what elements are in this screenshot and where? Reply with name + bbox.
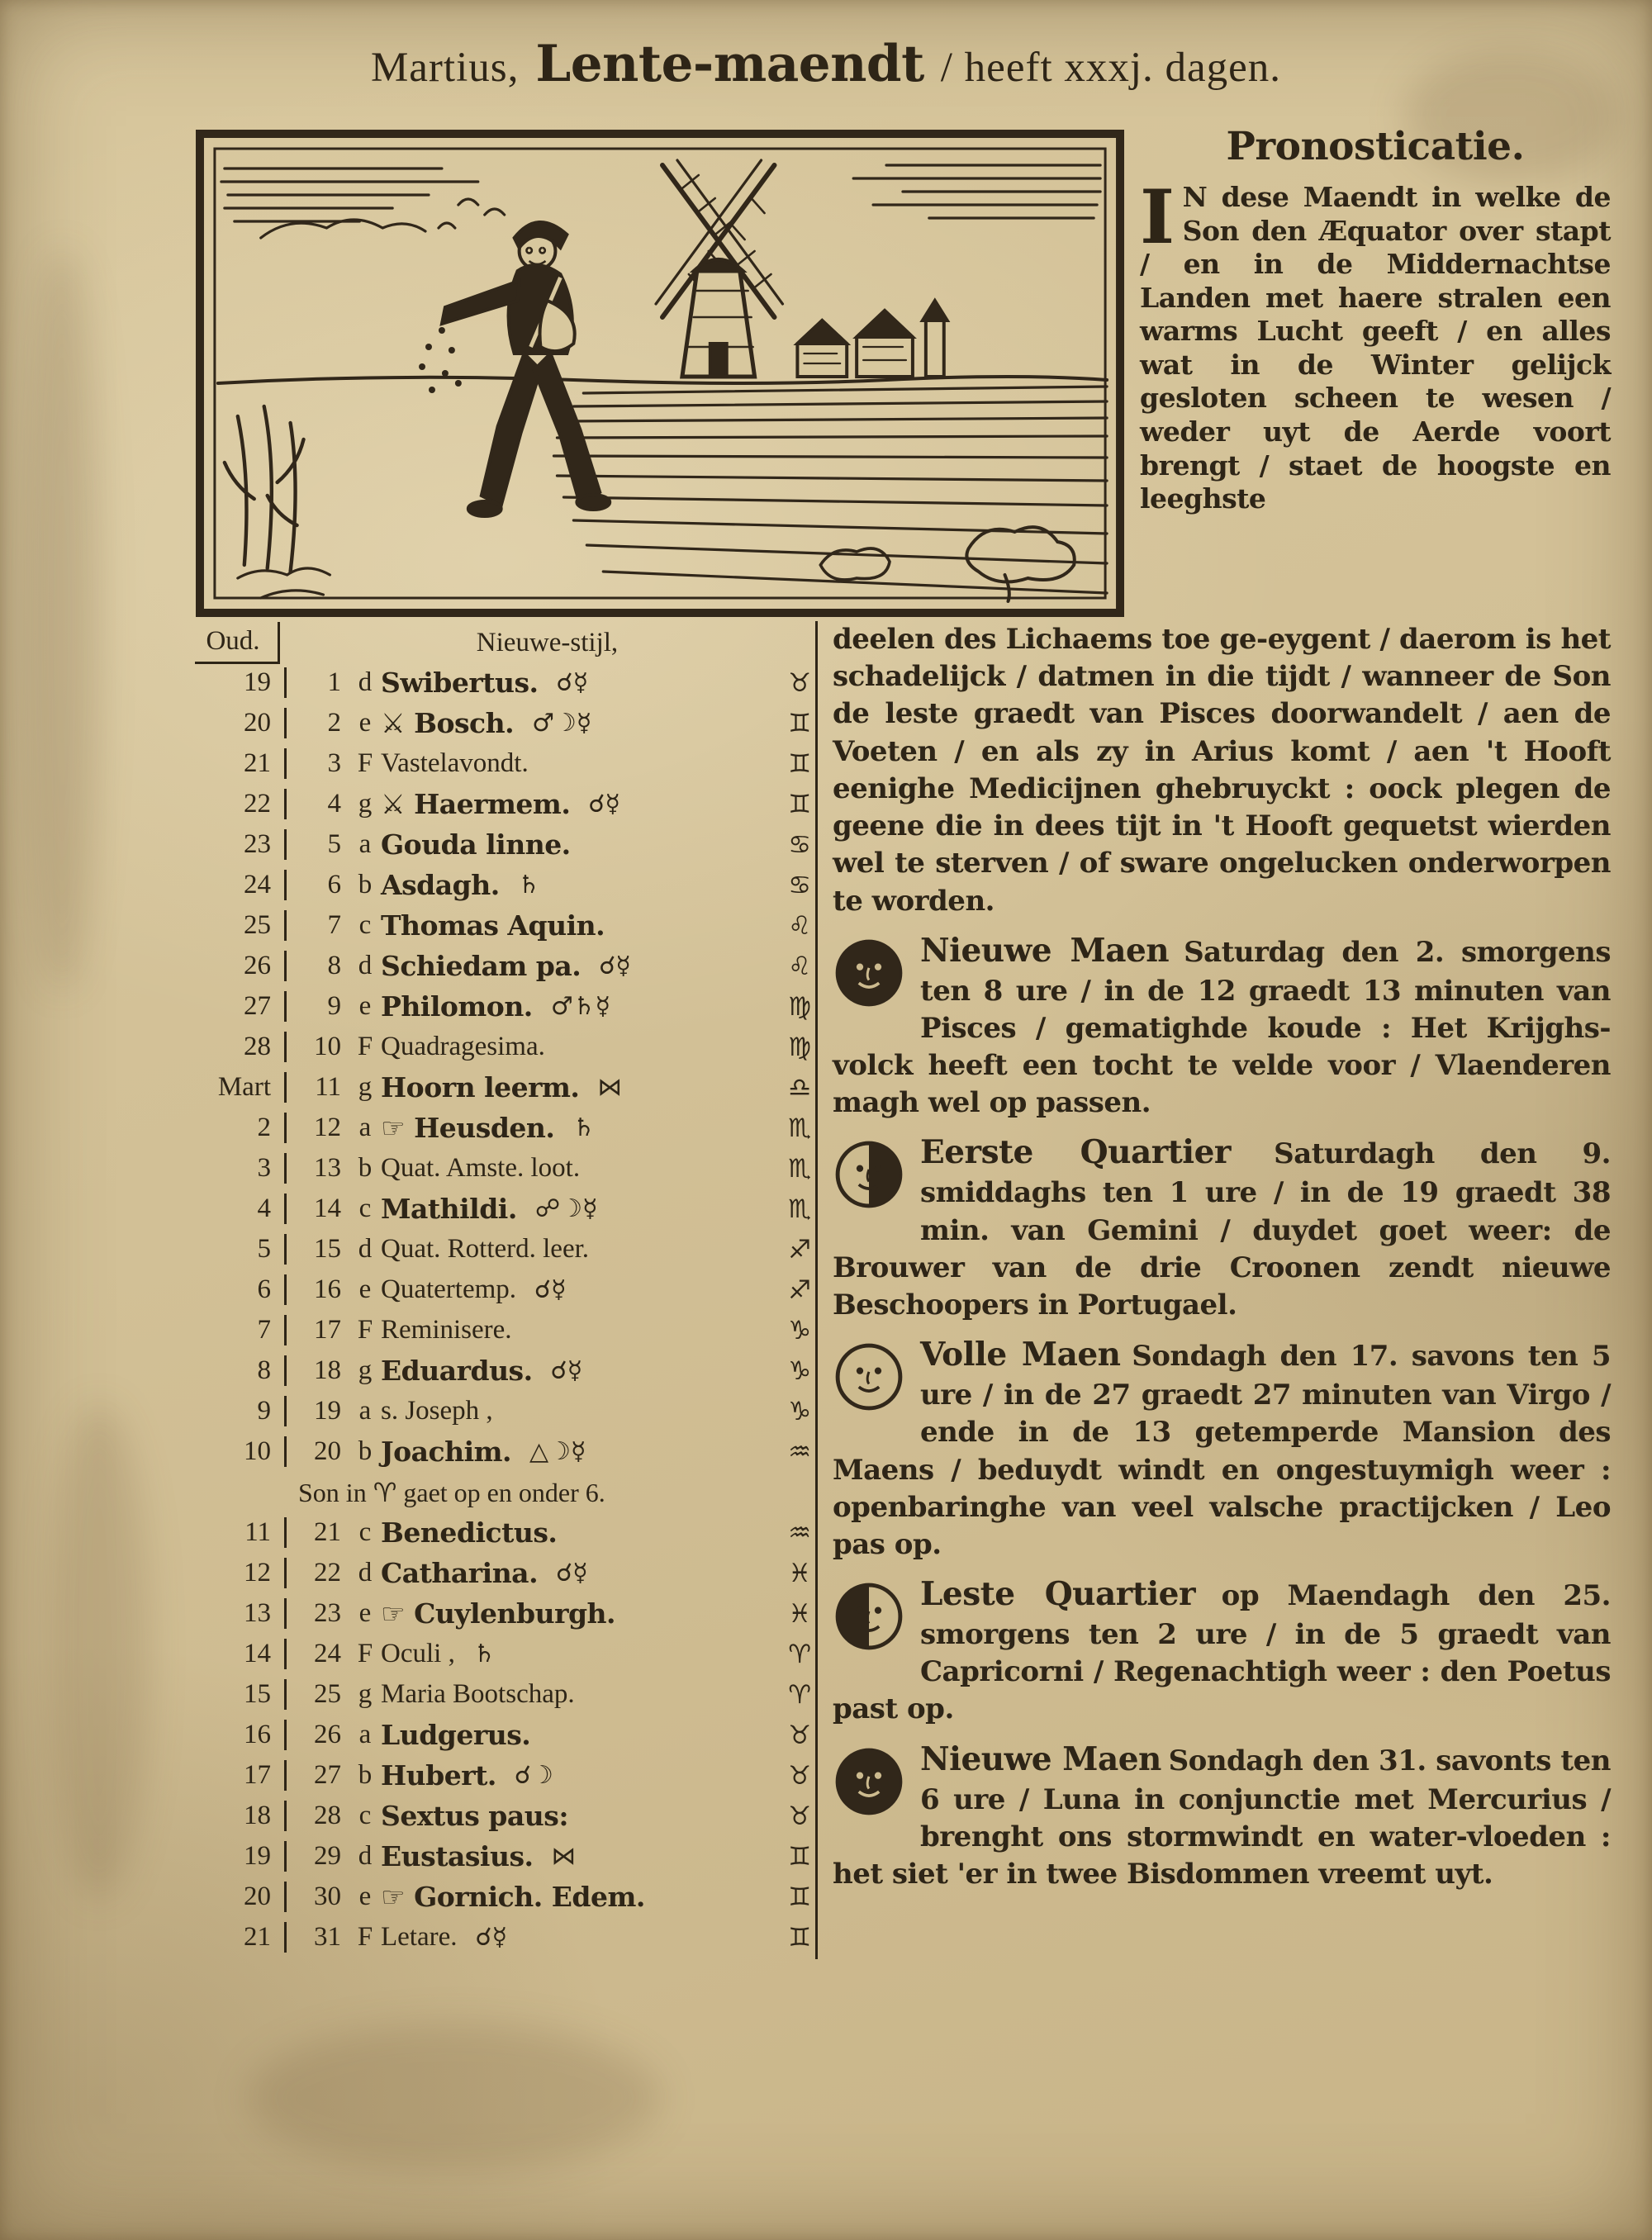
dominical-letter: d [358, 1558, 373, 1587]
dominical-letter: e [358, 708, 372, 738]
old-style-date: 14 [195, 1639, 287, 1669]
calendar-row [195, 1148, 814, 1189]
zodiac-sign: ♏ [788, 1194, 811, 1224]
day-number: 1 [327, 667, 341, 697]
day-number: 26 [314, 1720, 341, 1749]
moon-phase-entry [833, 1132, 1611, 1324]
full-moon-icon [833, 1341, 905, 1413]
calendar-row [195, 1431, 814, 1472]
dominical-letter: b [358, 1436, 373, 1466]
aspect-symbols: ♂☽☿ [532, 709, 592, 738]
moon-phase-lead: Volle Maen [920, 1336, 1121, 1374]
old-style-date: 15 [195, 1679, 287, 1710]
feast-name: ⚔ Bosch. [381, 707, 515, 739]
aspect-symbols: ⋈ [551, 1842, 577, 1871]
day-number: 10 [314, 1032, 341, 1061]
calendar-row [195, 1593, 814, 1634]
day-number: 15 [314, 1234, 341, 1264]
day-number: 21 [314, 1517, 341, 1547]
aspect-symbols: ☌☿ [475, 1923, 508, 1952]
aspect-symbols: ♄ [472, 1640, 496, 1668]
zodiac-sign: ♏ [788, 1113, 811, 1143]
dominical-letter: a [358, 829, 372, 859]
old-style-date: 19 [195, 1841, 287, 1872]
old-style-date: 25 [195, 910, 287, 941]
calendar-row [195, 1836, 814, 1877]
page-title [0, 35, 1652, 93]
dominical-letter: a [358, 1396, 372, 1426]
day-number: 23 [314, 1598, 341, 1628]
moon-sections [833, 930, 1611, 1893]
calendar-row [195, 1917, 814, 1958]
old-style-date: 8 [195, 1355, 287, 1386]
feast-name: Eduardus. [381, 1355, 533, 1387]
dominical-letter: c [358, 910, 372, 940]
moon-phase-lead: Nieuwe Maen [920, 1739, 1161, 1778]
aspect-symbols: ⋈ [597, 1073, 623, 1102]
aspect-symbols: ♂♄☿ [550, 992, 611, 1021]
aspect-symbols: ☌☿ [599, 952, 631, 980]
month-name-dutch: Lente-maendt [535, 35, 924, 93]
calendar-row [195, 1634, 814, 1674]
stain [50, 1404, 149, 1900]
dominical-letter: g [358, 1355, 373, 1385]
moon-phase-text: Sondagh den 17. savons ten 5 ure / in de 27 graedt 27 minuten van Virgo / ende in de 13 getemperde Mansion des Maens / beduydt windt en ongestuymigh weer : openbaringhe van veel valsche practijcken / Leo pas op. [833, 1340, 1612, 1561]
new-moon-icon [833, 1745, 905, 1818]
dominical-letter: e [358, 1882, 372, 1911]
zodiac-sign: ♋ [788, 829, 811, 860]
feast-name: Gouda linne. [381, 828, 571, 861]
feast-name: Philomon. [381, 990, 533, 1023]
day-number: 19 [314, 1396, 341, 1426]
day-number: 11 [315, 1072, 341, 1102]
old-style-date: 11 [195, 1517, 287, 1548]
zodiac-sign: ♑ [788, 1315, 811, 1345]
feast-name: Quat. Amste. loot. [381, 1153, 581, 1183]
zodiac-sign: ♋ [788, 870, 811, 900]
dominical-letter: a [358, 1720, 372, 1749]
day-number: 4 [327, 789, 341, 819]
feast-name: Quatertemp. [381, 1274, 517, 1304]
old-style-date: 3 [195, 1153, 287, 1184]
dominical-letter: a [358, 1113, 372, 1142]
calendar-row [195, 1512, 814, 1553]
feast-name: Vastelavondt. [381, 748, 529, 778]
calendar-row [195, 1674, 814, 1715]
old-style-date: Mart [195, 1072, 287, 1103]
aspect-symbols: ☌☿ [534, 1275, 567, 1304]
prognostication-body [833, 621, 1611, 1893]
note-text: Son in ♈ gaet op en onder 6. [298, 1477, 605, 1507]
day-number: 28 [314, 1801, 341, 1830]
dominical-letter: d [358, 1841, 373, 1871]
dominical-letter: b [358, 1760, 373, 1790]
column-divider-rule [815, 621, 818, 1959]
feast-name: ☞ Gornich. Edem. [381, 1881, 645, 1913]
old-style-date: 17 [195, 1760, 287, 1791]
day-number: 6 [327, 870, 341, 899]
old-style-date: 6 [195, 1274, 287, 1305]
aspect-symbols: ♄ [517, 871, 540, 899]
zodiac-sign: ♐ [788, 1274, 811, 1305]
feast-name: Eustasius. [381, 1840, 534, 1872]
dominical-letter: b [358, 870, 373, 899]
feast-name: ☞ Cuylenburgh. [381, 1597, 616, 1630]
old-style-date: 22 [195, 789, 287, 819]
zodiac-sign: ♒ [788, 1517, 811, 1548]
dominical-letter: d [358, 667, 373, 697]
days-count-text: / heeft xxxj. dagen. [940, 45, 1282, 91]
zodiac-sign: ♈ [788, 1639, 811, 1669]
calendar-row [195, 1715, 814, 1755]
calendar-row [195, 946, 814, 986]
old-style-date: 21 [195, 1922, 287, 1953]
feast-name: ⚔ Haermem. [381, 788, 571, 820]
dominical-letter: c [358, 1194, 372, 1223]
dominical-letter: F [357, 1032, 373, 1061]
dominical-letter: e [358, 1274, 372, 1304]
calendar-row [195, 986, 814, 1027]
dominical-letter: F [357, 748, 373, 778]
dominical-letter: g [358, 789, 373, 819]
stain [25, 248, 99, 991]
calendar-table [195, 623, 814, 1958]
aspect-symbols: △☽☿ [529, 1437, 586, 1466]
calendar-row [195, 1350, 814, 1391]
stain [248, 2024, 661, 2172]
old-style-date: 21 [195, 748, 287, 779]
feast-name: Thomas Aquin. [381, 909, 605, 942]
old-style-date: 12 [195, 1558, 287, 1588]
calendar-row [195, 1269, 814, 1310]
zodiac-sign: ♉ [788, 1801, 811, 1831]
zodiac-sign: ♏ [788, 1153, 811, 1184]
feast-name: Catharina. [381, 1557, 539, 1589]
sower-woodcut [195, 129, 1125, 618]
day-number: 20 [314, 1436, 341, 1466]
old-style-date: 26 [195, 951, 287, 981]
intro-narrow-text: N dese Maendt in welke de Son den Æquator over stapt / en in de Middernachtse Landen met haere stralen een warms Lucht geeft / en alles wat in de Winter gelijck gesloten scheen te wesen / weder uyt de Aerde voort brengt / staet de hoogste en leeghste [1140, 181, 1611, 515]
zodiac-sign: ♉ [788, 1760, 811, 1791]
zodiac-sign: ♍ [788, 991, 811, 1022]
moon-phase-text: Saturdagh den 9. smiddaghs ten 1 ure / in de 19 graedt 38 min. van Gemini / duydet goet weer: de Brouwer van de drie Croonen zendt nieuwe Beschoopers in Portugael. [833, 1137, 1611, 1322]
zodiac-sign: ♉ [788, 667, 811, 698]
zodiac-sign: ♊ [788, 1882, 811, 1912]
new-moon-icon [833, 937, 905, 1009]
calendar-row [195, 1189, 814, 1229]
day-number: 24 [314, 1639, 341, 1668]
aspect-symbols: ☌☽ [514, 1761, 553, 1790]
new-style-column-header: Nieuwe-stijl, [476, 627, 619, 657]
calendar-row [195, 824, 814, 865]
zodiac-sign: ♊ [788, 1841, 811, 1872]
old-style-date: 28 [195, 1032, 287, 1062]
dominical-letter: d [358, 951, 373, 980]
calendar-row [195, 1310, 814, 1350]
moon-phase-entry [833, 1573, 1611, 1729]
day-number: 8 [327, 951, 341, 980]
aspect-symbols: ♄ [572, 1113, 596, 1142]
feast-name: Hubert. [381, 1759, 496, 1792]
old-style-date: 10 [195, 1436, 287, 1467]
prognostication-heading: Pronosticatie. [1226, 124, 1525, 169]
day-number: 13 [314, 1153, 341, 1183]
old-style-date: 23 [195, 829, 287, 860]
day-number: 9 [327, 991, 341, 1021]
feast-name: Letare. [381, 1922, 458, 1952]
drop-cap: I [1140, 173, 1175, 261]
dominical-letter: e [358, 1598, 372, 1628]
old-style-column-header: Oud. [195, 622, 280, 664]
feast-name: Sextus paus: [381, 1800, 569, 1832]
intro-wide-text: deelen des Lichaems toe ge-eygent / daerom is het schadelijck / datmen in die tijdt / wanneer de Son de leste graedt van Pisces doorwandelt / aen de Voeten / en als zy in Arius komt / aen 't Hooft eenighe Medicijnen ghebruyckt : oock plegen de geene die in dees tijt in 't Hooft gequetst wierden wel te sterven / of sware ongelucken onderworpen te worden. [833, 623, 1611, 918]
feast-name: Quadragesima. [381, 1032, 545, 1061]
feast-name: Maria Bootschap. [381, 1679, 575, 1709]
aspect-symbols: ☌☿ [588, 790, 620, 819]
old-style-date: 20 [195, 1882, 287, 1912]
zodiac-sign: ♊ [788, 789, 811, 819]
calendar-row [195, 1796, 814, 1836]
day-number: 25 [314, 1679, 341, 1709]
old-style-date: 18 [195, 1801, 287, 1831]
month-name-latin: Martius, [370, 45, 520, 91]
dominical-letter: c [358, 1517, 372, 1547]
day-number: 29 [314, 1841, 341, 1871]
calendar-row [195, 703, 814, 743]
old-style-date: 27 [195, 991, 287, 1022]
moon-phase-entry [833, 930, 1611, 1122]
dominical-letter: d [358, 1234, 373, 1264]
zodiac-sign: ♊ [788, 708, 811, 738]
old-style-date: 24 [195, 870, 287, 900]
calendar-row [195, 1229, 814, 1269]
old-style-date: 2 [195, 1113, 287, 1143]
day-number: 16 [314, 1274, 341, 1304]
calendar-row [195, 1391, 814, 1431]
dominical-letter: g [358, 1072, 373, 1102]
first-quarter-icon [833, 1138, 905, 1211]
dominical-letter: g [358, 1679, 373, 1709]
day-number: 14 [314, 1194, 341, 1223]
feast-name: Ludgerus. [381, 1719, 531, 1751]
moon-phase-text: Saturdag den 2. smorgens ten 8 ure / in de 12 graedt 13 minuten van Pisces / gematighde koude : Het Krijghs-volck heeft een tocht te velde voor / Vlaenderen magh wel op passen. [833, 935, 1611, 1120]
zodiac-sign: ♐ [788, 1234, 811, 1265]
old-style-date: 19 [195, 667, 287, 698]
moon-phase-text: op Maendagh den 25. smorgens ten 2 ure / in de 5 graedt van Capricorni / Regenachtigh weer : den Poetus past op. [833, 1579, 1612, 1726]
calendar-row [195, 865, 814, 905]
calendar-row [195, 1067, 814, 1108]
day-number: 3 [327, 748, 341, 778]
zodiac-sign: ♎ [788, 1072, 811, 1103]
calendar-row [195, 905, 814, 946]
moon-phase-lead: Eerste Quartier [920, 1133, 1231, 1172]
aspect-symbols: ☌☿ [556, 1559, 588, 1587]
dominical-letter: F [357, 1315, 373, 1345]
zodiac-sign: ♉ [788, 1720, 811, 1750]
zodiac-sign: ♍ [788, 1032, 811, 1062]
feast-name: Mathildi. [381, 1193, 517, 1225]
feast-name: Reminisere. [381, 1315, 512, 1345]
moon-phase-lead: Leste Quartier [920, 1575, 1196, 1614]
old-style-date: 13 [195, 1598, 287, 1629]
dominical-letter: b [358, 1153, 373, 1183]
feast-name: Quat. Rotterd. leer. [381, 1234, 590, 1264]
feast-name: Schiedam pa. [381, 950, 582, 982]
zodiac-sign: ♒ [788, 1436, 811, 1467]
dominical-letter: F [357, 1639, 373, 1668]
zodiac-sign: ♊ [788, 748, 811, 779]
old-style-date: 9 [195, 1396, 287, 1426]
zodiac-sign: ♑ [788, 1396, 811, 1426]
zodiac-sign: ♓ [788, 1598, 811, 1629]
zodiac-sign: ♈ [788, 1679, 811, 1710]
dominical-letter: c [358, 1801, 372, 1830]
moon-phase-lead: Nieuwe Maen [920, 931, 1170, 970]
sower-woodcut-illustration [195, 129, 1125, 618]
old-style-date: 16 [195, 1720, 287, 1750]
moon-phase-entry [833, 1739, 1611, 1894]
dominical-letter: F [357, 1922, 373, 1952]
old-style-date: 5 [195, 1234, 287, 1265]
feast-name: ☞ Heusden. [381, 1112, 555, 1144]
day-number: 18 [314, 1355, 341, 1385]
feast-name: Asdagh. [381, 869, 500, 901]
prognostication-intro-text [1140, 173, 1611, 516]
calendar-row [195, 1755, 814, 1796]
calendar-header-row [195, 623, 814, 662]
feast-name: Joachim. [381, 1436, 512, 1468]
moon-phase-text: Sondagh den 31. savonts ten 6 ure / Luna in conjunctie met Mercurius / brenght ons stormwindt en water-vloeden : het siet 'er in twee Bisdommen vreemt uyt. [833, 1744, 1611, 1891]
day-number: 31 [314, 1922, 341, 1952]
calendar-row [195, 1027, 814, 1067]
zodiac-sign: ♌ [788, 910, 811, 941]
day-number: 12 [314, 1113, 341, 1142]
day-number: 2 [327, 708, 341, 738]
old-style-date: 7 [195, 1315, 287, 1345]
zodiac-sign: ♑ [788, 1355, 811, 1386]
calendar-row [195, 784, 814, 824]
calendar-row [195, 662, 814, 703]
aspect-symbols: ☍☽☿ [534, 1194, 598, 1223]
calendar-row [195, 743, 814, 784]
zodiac-sign: ♓ [788, 1558, 811, 1588]
day-number: 17 [314, 1315, 341, 1345]
feast-name: Oculi , [381, 1639, 455, 1668]
day-number: 22 [314, 1558, 341, 1587]
sun-position-note [195, 1472, 814, 1512]
dominical-letter: e [358, 991, 372, 1021]
calendar-row [195, 1877, 814, 1917]
last-quarter-icon [833, 1580, 905, 1653]
moon-phase-entry [833, 1334, 1611, 1564]
prognostication-intro [1140, 124, 1611, 516]
feast-name: s. Joseph , [381, 1396, 493, 1426]
aspect-symbols: ☌☿ [550, 1356, 583, 1385]
day-number: 30 [314, 1882, 341, 1911]
old-style-date: 20 [195, 708, 287, 738]
day-number: 5 [327, 829, 341, 859]
calendar-row [195, 1553, 814, 1593]
calendar-rows [195, 662, 814, 1958]
feast-name: Hoorn leerm. [381, 1071, 580, 1103]
old-style-date: 4 [195, 1194, 287, 1224]
aspect-symbols: ☌☿ [556, 668, 589, 697]
day-number: 27 [314, 1760, 341, 1790]
zodiac-sign: ♌ [788, 951, 811, 981]
feast-name: Swibertus. [381, 667, 539, 699]
calendar-row [195, 1108, 814, 1148]
zodiac-sign: ♊ [788, 1922, 811, 1953]
feast-name: Benedictus. [381, 1516, 558, 1549]
day-number: 7 [327, 910, 341, 940]
